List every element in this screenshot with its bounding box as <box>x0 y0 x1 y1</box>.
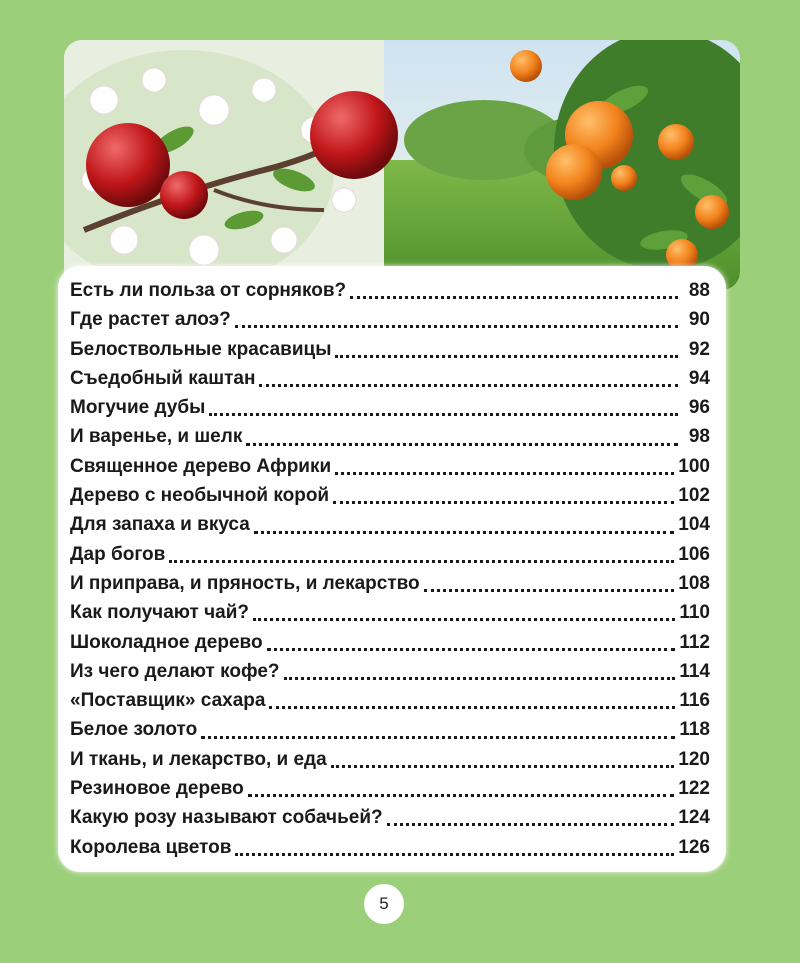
toc-entry-page: 106 <box>678 543 710 565</box>
toc-entry-page: 94 <box>688 367 710 389</box>
toc-entry-title: Резиновое дерево <box>70 778 244 800</box>
dot-leader <box>424 589 675 592</box>
toc-entry[interactable] <box>70 481 710 510</box>
dot-leader <box>235 853 674 856</box>
toc-entry-title: Для запаха и вкуса <box>70 514 250 536</box>
toc-entry-title: Где растет алоэ? <box>70 309 231 331</box>
toc-entry-title: «Поставщик» сахара <box>70 690 266 712</box>
toc-entry-title: Съедобный каштан <box>70 367 256 389</box>
toc-entry-page: 112 <box>679 631 710 653</box>
toc-entry-page: 116 <box>679 690 710 712</box>
toc-entry[interactable] <box>70 598 710 627</box>
table-of-contents-card <box>58 266 726 872</box>
toc-entry-page: 100 <box>678 455 710 477</box>
dot-leader <box>246 443 678 446</box>
toc-entry-page: 118 <box>679 719 710 741</box>
orchard-illustration <box>64 40 740 290</box>
dot-leader <box>169 560 674 563</box>
header-photo-banner <box>64 40 740 290</box>
page-number: 5 <box>364 884 404 924</box>
toc-entry-title: Белоствольные красавицы <box>70 338 332 360</box>
dot-leader <box>333 501 674 504</box>
toc-entry[interactable] <box>70 335 710 364</box>
toc-entry[interactable] <box>70 628 710 657</box>
dot-leader <box>335 472 674 475</box>
toc-entry-title: Дар богов <box>70 543 166 565</box>
toc-list <box>70 276 710 862</box>
dot-leader <box>335 355 678 358</box>
dot-leader <box>350 296 678 299</box>
toc-entry[interactable] <box>70 686 710 715</box>
toc-entry-page: 120 <box>678 748 710 770</box>
toc-entry[interactable] <box>70 569 710 598</box>
toc-entry-page: 122 <box>678 778 710 800</box>
toc-entry[interactable] <box>70 364 710 393</box>
toc-entry-title: Священное дерево Африки <box>70 455 332 477</box>
toc-entry[interactable] <box>70 510 710 539</box>
dot-leader <box>254 531 675 534</box>
toc-entry-page: 98 <box>688 426 710 448</box>
toc-entry[interactable] <box>70 422 710 451</box>
dot-leader <box>259 384 678 387</box>
toc-entry[interactable] <box>70 657 710 686</box>
toc-entry-page: 126 <box>678 836 710 858</box>
toc-entry[interactable] <box>70 715 710 744</box>
toc-entry-page: 90 <box>688 309 710 331</box>
toc-entry[interactable] <box>70 833 710 862</box>
toc-entry-title: Королева цветов <box>70 836 232 858</box>
toc-entry-page: 102 <box>678 485 710 507</box>
toc-entry[interactable] <box>70 276 710 305</box>
dot-leader <box>253 618 675 621</box>
toc-entry-page: 114 <box>679 660 710 682</box>
dot-leader <box>267 648 676 651</box>
dot-leader <box>209 413 678 416</box>
toc-entry[interactable] <box>70 452 710 481</box>
toc-entry-title: Как получают чай? <box>70 602 249 624</box>
toc-entry[interactable] <box>70 745 710 774</box>
dot-leader <box>269 706 675 709</box>
toc-entry-page: 88 <box>688 280 710 301</box>
toc-entry-title: И варенье, и шелк <box>70 426 243 448</box>
toc-entry-title: Какую розу называют собачьей? <box>70 807 383 829</box>
toc-entry-page: 92 <box>688 338 710 360</box>
toc-entry-page: 110 <box>679 602 710 624</box>
dot-leader <box>248 794 675 797</box>
toc-entry-title: Дерево с необычной корой <box>70 485 330 507</box>
toc-entry[interactable] <box>70 540 710 569</box>
toc-entry-page: 96 <box>688 397 710 419</box>
toc-entry-title: Шоколадное дерево <box>70 631 263 653</box>
toc-entry-page: 108 <box>678 572 710 594</box>
toc-entry-title: И ткань, и лекарство, и еда <box>70 748 327 770</box>
dot-leader <box>201 736 675 739</box>
dot-leader <box>235 325 678 328</box>
dot-leader <box>331 765 675 768</box>
toc-entry[interactable] <box>70 393 710 422</box>
toc-entry[interactable] <box>70 774 710 803</box>
dot-leader <box>387 823 675 826</box>
toc-entry[interactable] <box>70 305 710 334</box>
toc-entry[interactable] <box>70 803 710 832</box>
dot-leader <box>284 677 676 680</box>
toc-entry-title: Белое золото <box>70 719 198 741</box>
toc-entry-page: 104 <box>678 514 710 536</box>
toc-entry-title: Могучие дубы <box>70 397 206 419</box>
toc-entry-title: Из чего делают кофе? <box>70 660 280 682</box>
toc-entry-page: 124 <box>678 807 710 829</box>
toc-entry-title: И приправа, и пряность, и лекарство <box>70 572 420 594</box>
toc-entry-title: Есть ли польза от сорняков? <box>70 280 347 301</box>
